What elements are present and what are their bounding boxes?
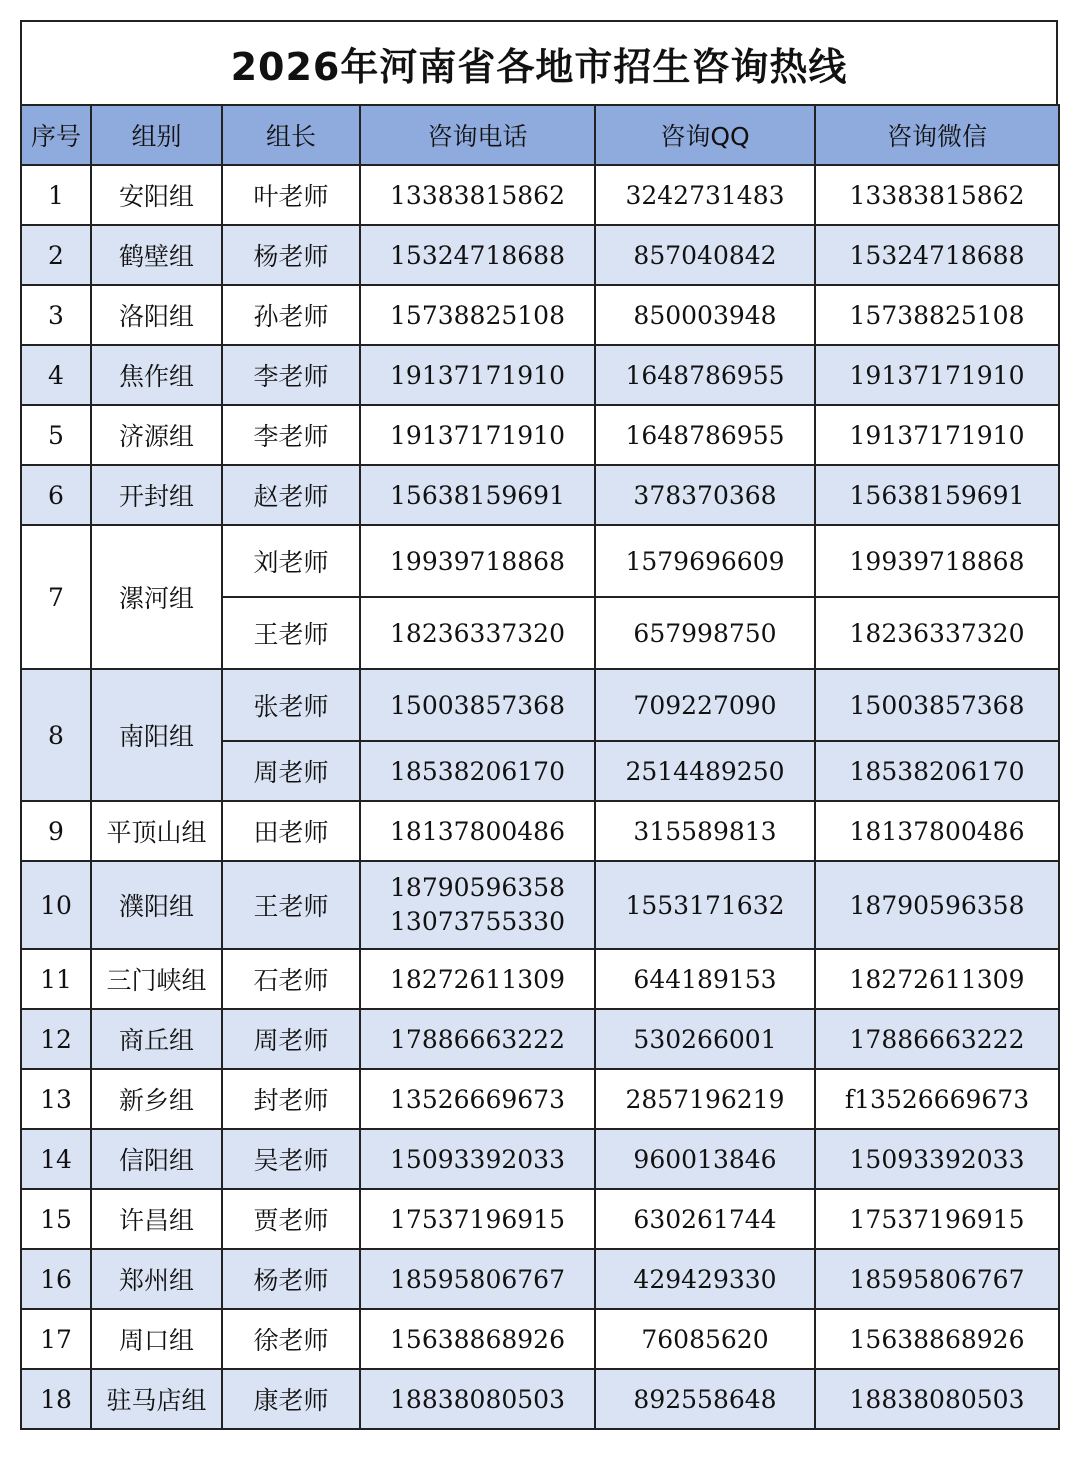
row-no: 18: [21, 1369, 91, 1429]
row-group: 焦作组: [91, 345, 222, 405]
row-no: 7: [21, 525, 91, 669]
row-group: 洛阳组: [91, 285, 222, 345]
table-row: [21, 669, 1059, 741]
row-phone: 15638159691: [360, 465, 595, 525]
row-group: 郑州组: [91, 1249, 222, 1309]
row-phone: 18272611309: [360, 949, 595, 1009]
table-row: [21, 345, 1059, 405]
row-leader: 石老师: [222, 949, 360, 1009]
row-phone-secondary: 13073755330: [390, 907, 565, 936]
row-group: 安阳组: [91, 165, 222, 225]
row-wechat: 18236337320: [815, 597, 1059, 669]
row-wechat: 19939718868: [815, 525, 1059, 597]
row-qq: 2514489250: [595, 741, 815, 801]
row-phone: 19137171910: [360, 345, 595, 405]
row-group: 驻马店组: [91, 1369, 222, 1429]
row-no: 3: [21, 285, 91, 345]
row-group: 濮阳组: [91, 861, 222, 949]
row-phone: 17537196915: [360, 1189, 595, 1249]
row-no: 10: [21, 861, 91, 949]
table-row: [21, 1129, 1059, 1189]
row-no: 15: [21, 1189, 91, 1249]
row-wechat: 15638868926: [815, 1309, 1059, 1369]
table-row: [21, 1369, 1059, 1429]
row-qq: 644189153: [595, 949, 815, 1009]
row-leader: 周老师: [222, 741, 360, 801]
row-no: 2: [21, 225, 91, 285]
header-no: 序号: [21, 105, 91, 165]
row-leader: 叶老师: [222, 165, 360, 225]
row-wechat: 18838080503: [815, 1369, 1059, 1429]
row-qq: 429429330: [595, 1249, 815, 1309]
row-group: 三门峡组: [91, 949, 222, 1009]
row-leader: 王老师: [222, 861, 360, 949]
row-leader: 赵老师: [222, 465, 360, 525]
row-no: 14: [21, 1129, 91, 1189]
table-row: [21, 1069, 1059, 1129]
row-qq: 1579696609: [595, 525, 815, 597]
row-phone: 13526669673: [360, 1069, 595, 1129]
row-wechat: 15738825108: [815, 285, 1059, 345]
row-group: 周口组: [91, 1309, 222, 1369]
row-phone: 18595806767: [360, 1249, 595, 1309]
row-group: 商丘组: [91, 1009, 222, 1069]
header-leader: 组长: [222, 105, 360, 165]
row-phone-cell: [360, 861, 595, 949]
sheet-title: 2026年河南省各地市招生咨询热线: [20, 20, 1058, 104]
row-leader: 杨老师: [222, 1249, 360, 1309]
row-no: 17: [21, 1309, 91, 1369]
row-wechat: 15003857368: [815, 669, 1059, 741]
table-row: [21, 949, 1059, 1009]
hotline-sheet: [20, 20, 1058, 1430]
row-no: 13: [21, 1069, 91, 1129]
row-qq: 850003948: [595, 285, 815, 345]
table-row: [21, 1309, 1059, 1369]
row-phone: 18137800486: [360, 801, 595, 861]
table-row: [21, 1189, 1059, 1249]
row-qq: 960013846: [595, 1129, 815, 1189]
row-phone: 18790596358: [390, 873, 565, 902]
row-leader: 周老师: [222, 1009, 360, 1069]
row-wechat: 17886663222: [815, 1009, 1059, 1069]
row-group: 开封组: [91, 465, 222, 525]
row-wechat: 15324718688: [815, 225, 1059, 285]
table-header-row: [21, 105, 1059, 165]
row-qq: 530266001: [595, 1009, 815, 1069]
row-leader: 李老师: [222, 345, 360, 405]
row-leader: 李老师: [222, 405, 360, 465]
row-no: 5: [21, 405, 91, 465]
row-no: 6: [21, 465, 91, 525]
row-phone: 18538206170: [360, 741, 595, 801]
row-qq: 3242731483: [595, 165, 815, 225]
row-qq: 1648786955: [595, 405, 815, 465]
table-row: [21, 1249, 1059, 1309]
row-leader: 王老师: [222, 597, 360, 669]
row-no: 16: [21, 1249, 91, 1309]
row-wechat: 18790596358: [815, 861, 1059, 949]
row-group: 漯河组: [91, 525, 222, 669]
row-no: 12: [21, 1009, 91, 1069]
row-group: 南阳组: [91, 669, 222, 801]
row-leader: 封老师: [222, 1069, 360, 1129]
table-row: [21, 465, 1059, 525]
row-phone: 19939718868: [360, 525, 595, 597]
row-phone: 18838080503: [360, 1369, 595, 1429]
header-phone: 咨询电话: [360, 105, 595, 165]
header-wechat: 咨询微信: [815, 105, 1059, 165]
header-qq: 咨询QQ: [595, 105, 815, 165]
row-phone: 15638868926: [360, 1309, 595, 1369]
table-row: [21, 165, 1059, 225]
table-row: [21, 525, 1059, 597]
row-phone: 18236337320: [360, 597, 595, 669]
row-group: 济源组: [91, 405, 222, 465]
row-leader: 杨老师: [222, 225, 360, 285]
table-row: [21, 405, 1059, 465]
row-wechat: 19137171910: [815, 405, 1059, 465]
row-qq: 1553171632: [595, 861, 815, 949]
row-leader: 贾老师: [222, 1189, 360, 1249]
row-wechat: 18272611309: [815, 949, 1059, 1009]
row-phone: 19137171910: [360, 405, 595, 465]
row-group: 鹤壁组: [91, 225, 222, 285]
row-phone: 17886663222: [360, 1009, 595, 1069]
row-wechat: f13526669673: [815, 1069, 1059, 1129]
row-leader: 康老师: [222, 1369, 360, 1429]
row-wechat: 18137800486: [815, 801, 1059, 861]
row-phone: 15003857368: [360, 669, 595, 741]
row-qq: 76085620: [595, 1309, 815, 1369]
row-group: 平顶山组: [91, 801, 222, 861]
row-leader: 刘老师: [222, 525, 360, 597]
row-group: 新乡组: [91, 1069, 222, 1129]
row-qq: 892558648: [595, 1369, 815, 1429]
row-leader: 徐老师: [222, 1309, 360, 1369]
row-qq: 657998750: [595, 597, 815, 669]
row-phone: 13383815862: [360, 165, 595, 225]
row-leader: 孙老师: [222, 285, 360, 345]
row-phone: 15324718688: [360, 225, 595, 285]
table-row: [21, 285, 1059, 345]
row-wechat: 17537196915: [815, 1189, 1059, 1249]
row-qq: 630261744: [595, 1189, 815, 1249]
header-group: 组别: [91, 105, 222, 165]
row-wechat: 15638159691: [815, 465, 1059, 525]
row-wechat: 19137171910: [815, 345, 1059, 405]
row-leader: 田老师: [222, 801, 360, 861]
row-qq: 857040842: [595, 225, 815, 285]
row-wechat: 18595806767: [815, 1249, 1059, 1309]
row-leader: 吴老师: [222, 1129, 360, 1189]
row-no: 9: [21, 801, 91, 861]
row-qq: 2857196219: [595, 1069, 815, 1129]
row-wechat: 18538206170: [815, 741, 1059, 801]
row-phone: 15093392033: [360, 1129, 595, 1189]
row-group: 信阳组: [91, 1129, 222, 1189]
row-qq: 709227090: [595, 669, 815, 741]
row-no: 4: [21, 345, 91, 405]
row-qq: 378370368: [595, 465, 815, 525]
table-row: [21, 861, 1059, 949]
table-row: [21, 225, 1059, 285]
hotline-table: [20, 104, 1060, 1430]
table-row: [21, 1009, 1059, 1069]
row-no: 11: [21, 949, 91, 1009]
row-leader: 张老师: [222, 669, 360, 741]
row-qq: 315589813: [595, 801, 815, 861]
row-no: 1: [21, 165, 91, 225]
row-phone: 15738825108: [360, 285, 595, 345]
row-no: 8: [21, 669, 91, 801]
row-qq: 1648786955: [595, 345, 815, 405]
row-group: 许昌组: [91, 1189, 222, 1249]
row-wechat: 13383815862: [815, 165, 1059, 225]
table-row: [21, 801, 1059, 861]
row-wechat: 15093392033: [815, 1129, 1059, 1189]
